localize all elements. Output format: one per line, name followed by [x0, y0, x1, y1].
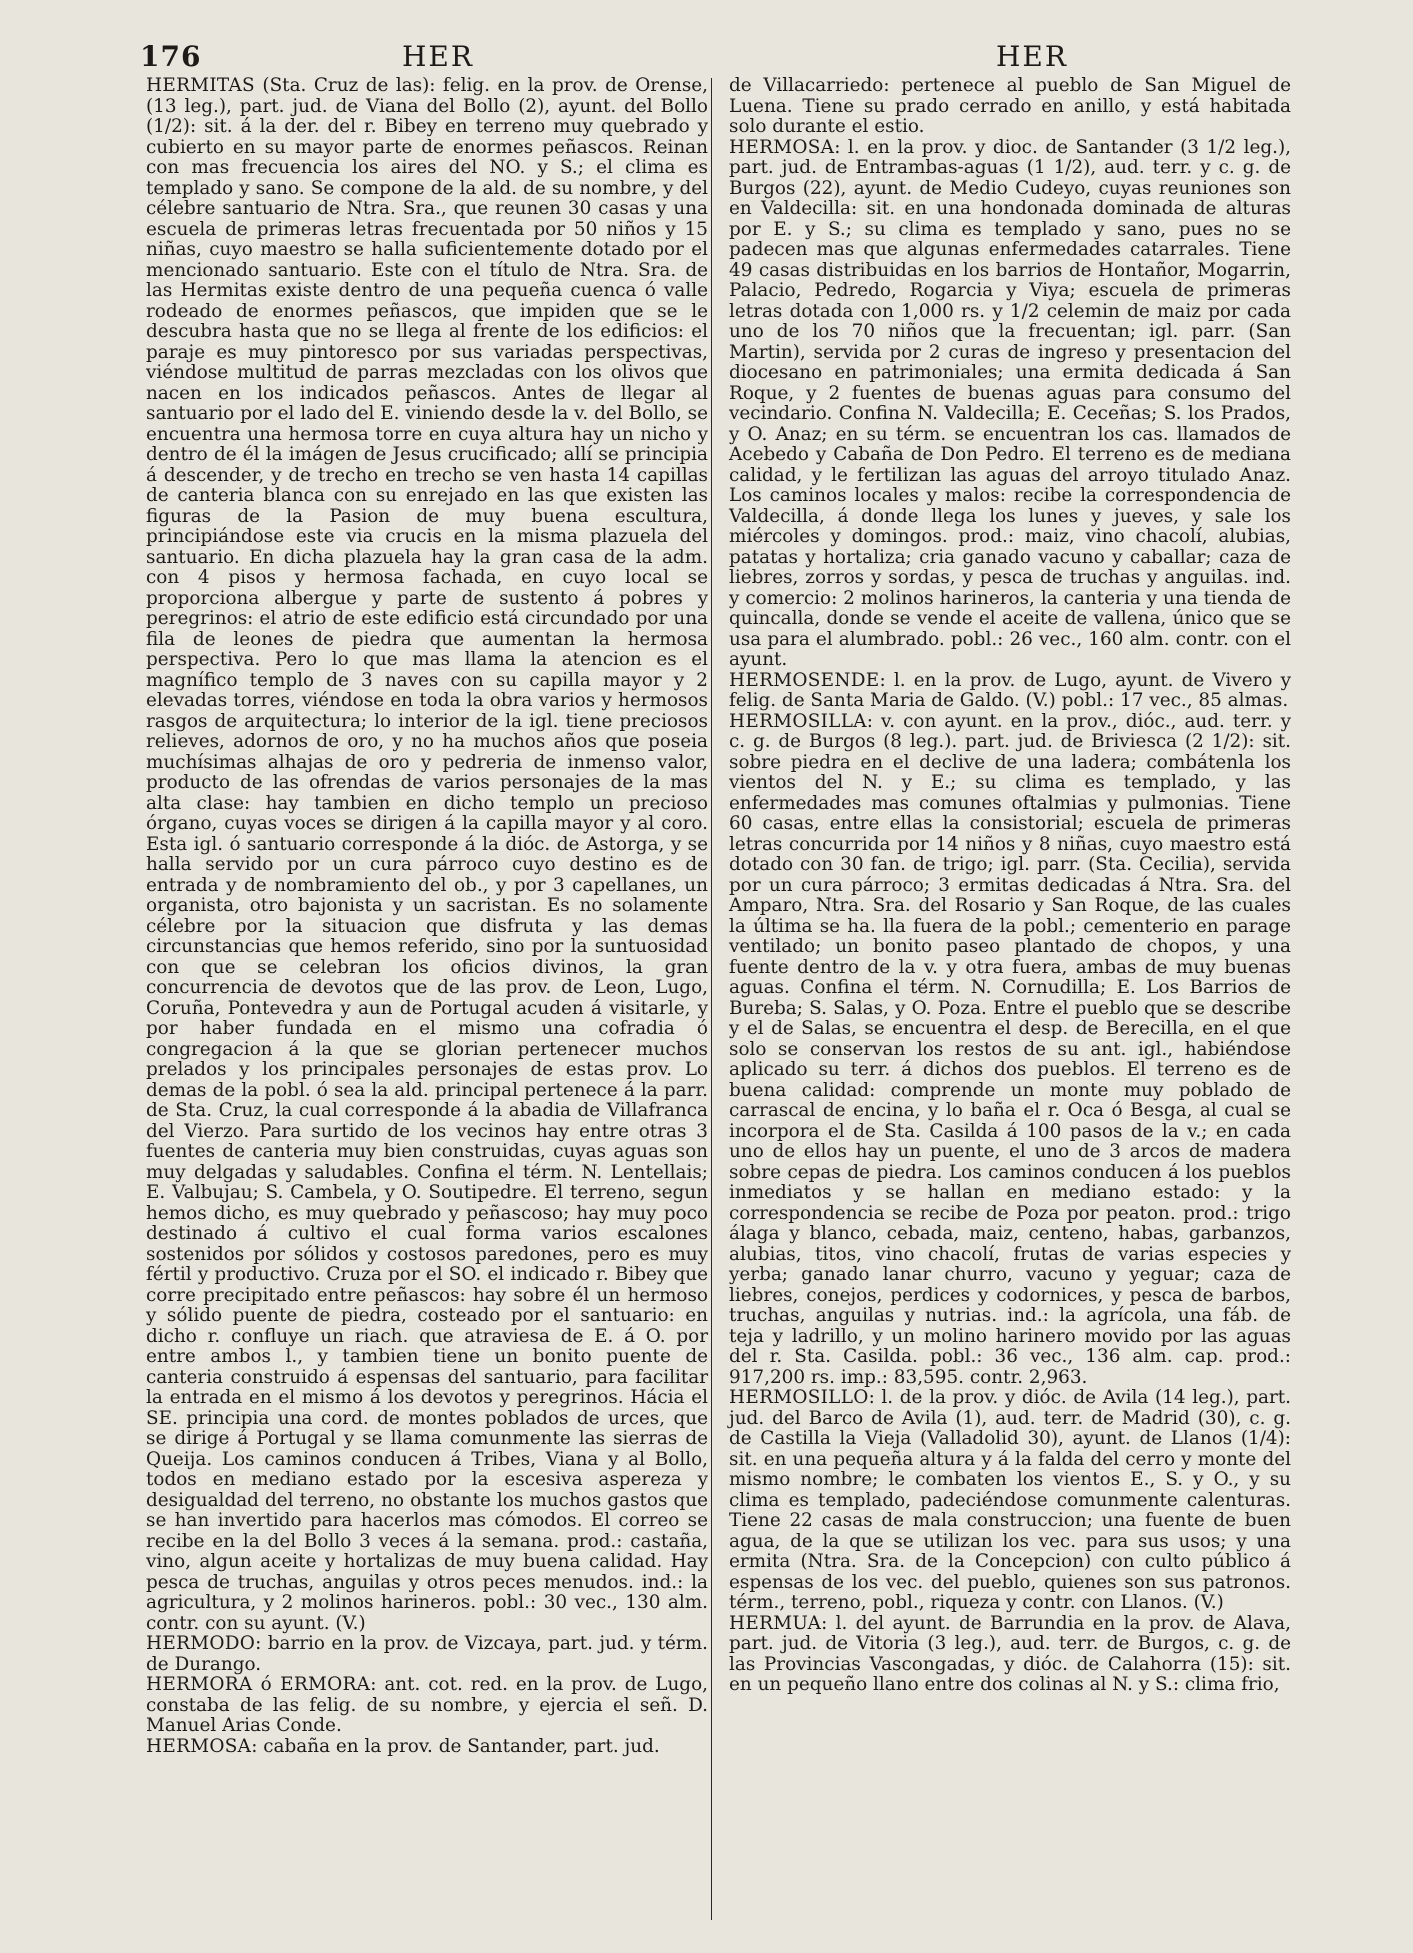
entry-body: : l. de la prov. y dióc. de Avila (14 leg.), part. jud. del Barco de Avila (1), aud. terr. de Madrid (30), c. g. de Castilla la Vieja (Valladolid 30), ayunt. de Llanos (1/4): sit. en una pequeña altura y á la falda del cerro y monte del mismo nombre; le combaten los vientos E., S. y O., y su clima es templado, padeciéndose comunmente calenturas. Tiene 22 casas de mala construccion; una fuente de buen agua, de la que se utilizan los vec. para sus usos; y una ermita (Ntra. Sra. de la Concepcion) con culto público á espensas de los vec. del pueblo, quienes son sus patronos. térm., terreno, pobl., riqueza y contr. con Llanos. (V.) — [729, 1387, 1291, 1613]
entry-body: : cabaña en la prov. de Santander, part. jud. — [251, 1735, 660, 1757]
entry-body: : l. en la prov. y dioc. de Santander (3 1/2 leg.), part. jud. de Entrambas-aguas (1 1/2), aud. terr. y c. g. de Burgos (22), ayunt. de Medio Cudeyo, cuyas reuniones son en Valdecilla: sit. en una hondonada dominada de alturas por E. y S.; su clima es templado y sano, pues no se padecen mas que algunas enfermedades catarrales. Tiene 49 casas distribuidas en los barrios de Hontañor, Mogarrin, Palacio, Pedredo, Rogarcia y Viya; escuela de primeras letras dotada con 1,000 rs. y 1/2 celemin de maiz por cada uno de los 70 niños que la frecuentan; igl. parr. (San Martin), servida por 2 curas de ingreso y presentacion del diocesano en patrimoniales; una ermita dedicada á San Roque, y 2 fuentes de buenas aguas para consumo del vecindario. Confina N. Valdecilla; E. Ceceñas; S. los Prados, y O. Anaz; en su térm. se encuentran los cas. llamados de Acebedo y Cabaña de Don Pedro. El terreno es de mediana calidad, y le fertilizan las aguas del arroyo titulado Anaz. Los caminos locales y malos: recibe la correspondencia de Valdecilla, á donde llega los lunes y jueves, y sale los miércoles y domingos. prod.: maiz, vino chacolí, alubias, patatas y hortaliza; cria ganado vacuno y caballar; caza de liebres, zorros y sordas, y pesca de truchas y anguilas. ind. y comercio: 2 molinos harineros, la canteria y una tienda de quincalla, donde se vende el aceite de vallena, único que se usa para el alumbrado. pobl.: 26 vec., 160 alm. contr. con el ayunt. — [729, 136, 1291, 670]
right-running-head: HER — [996, 40, 1068, 73]
left-running-head: HER — [402, 40, 474, 73]
entry-hermosillo — [729, 1388, 1291, 1614]
entry-headword: HERMOSENDE — [729, 669, 880, 691]
entry-body: : l. en la prov. de Lugo, ayunt. de Vivero y felig. de Santa Maria de Galdo. (V.) pobl.: 17 vec., 85 almas. — [729, 669, 1291, 711]
entry-headword: HERMOSA — [146, 1735, 252, 1757]
entry-continuation — [729, 76, 1291, 138]
entry-headword: HERMITAS — [146, 75, 255, 96]
entry-body: (Sta. Cruz de las): felig. en la prov. de Orense, (13 leg.), part. jud. de Viana del Bollo (2), ayunt. del Bollo (1/2): sit. á la der. del r. Bibey en terreno muy quebrado y cubierto en su mayor parte de enormes peñascos. Reinan con mas frecuencia los aires del NO. y S.; el clima es templado y sano. Se compone de la ald. de su nombre, y del célebre santuario de Ntra. Sra., que reunen 30 casas y una escuela de primeras letras frecuentada por 50 niños y 15 niñas, cuyo maestro se halla suficientemente dotado por el mencionado santuario. Este con el título de Ntra. Sra. de las Hermitas existe dentro de una pequeña cuenca ó valle rodeado de enormes peñascos, que impiden que se le descubra hasta que no se llega al frente de los edificios: el paraje es muy pintoresco por sus variadas perspectivas, viéndose multitud de parras mezcladas con los olivos que nacen en los indicados peñascos. Antes de llegar al santuario por el lado del E. viniendo desde la v. del Bollo, se encuentra una hermosa torre en cuya altura hay un nicho y dentro de él la imágen de Jesus crucificado; allí se principia á descender, y de trecho en trecho se ven hasta 14 capillas de canteria blanca con su enrejado en las que existen las figuras de la Pasion de muy buena escultura, principiándose este via crucis en la misma plazuela del santuario. En dicha plazuela hay la gran casa de la adm. con 4 pisos y hermosa fachada, en cuyo local se proporciona albergue y parte de sustento á pobres y peregrinos: el atrio de este edificio está circundado por una fila de leones de piedra que aumentan la hermosa perspectiva. Pero lo que mas llama la atencion es el magnífico templo de 3 naves con su capilla mayor y 2 elevadas torres, viéndose en toda la obra varios y hermosos rasgos de arquitectura; lo interior de la igl. tiene preciosos relieves, adornos de oro, y no ha muchos años que poseia muchísimas alhajas de oro y pedreria de inmenso valor, producto de las ofrendas de varios personajes de la mas alta clase: hay tambien en dicho templo un precioso órgano, cuyas voces se dirigen á la capilla mayor y al coro. Esta igl. ó santuario corresponde á la dióc. de Astorga, y se halla servido por un cura párroco cuyo destino es de entrada y de nombramiento del ob., y por 3 capellanes, un organista, otro bajonista y un sacristan. Es no solamente célebre por la situacion que disfruta y las demas circunstancias que hemos referido, sino por la suntuosidad con que se celebran los oficios divinos, la gran concurrencia de devotos que de las prov. de Leon, Lugo, Coruña, Pontevedra y aun de Portugal acuden á visitarle, y por haber fundada en el mismo una cofradia ó congregacion á la que se glorian pertenecer muchos prelados y los principales personajes de estas prov. Lo demas de la pobl. ó sea la ald. principal pertenece á la parr. de Sta. Cruz, la cual corresponde á la abadia de Villafranca del Vierzo. Para surtido de los vecinos hay entre otras 3 fuentes de canteria muy bien construidas, cuyas aguas son muy delgadas y saludables. Confina el térm. N. Lentellais; E. Valbujau; S. Cambela, y O. Soutipedre. El terreno, segun hemos dicho, es muy quebrado y peñascoso; hay muy poco destinado á cultivo el cual forma varios escalones sostenidos por sólidos y costosos paredones, pero es muy fértil y productivo. Cruza por el SO. el indicado r. Bibey que corre precipitado entre peñascos: hay sobre él un hermoso y sólido puente de piedra, costeado por el santuario: en dicho r. confluye un riach. que atraviesa de E. á O. por entre ambos l., y tambien tiene un bonito puente de canteria construido á espensas del santuario, para facilitar la entrada en el mismo á los devotos y peregrinos. Hácia el SE. principia una cord. de montes poblados de urces, que se dirige á Portugal y se llama comunmente las sierras de Queija. Los caminos conducen á Tribes, Viana y al Bollo, todos en mediano estado por la escesiva aspereza y desigualdad del terreno, no obstante los muchos gastos que se han invertido para hacerlos mas cómodos. El correo se recibe en la del Bollo 3 veces á la semana. prod.: castaña, vino, algun aceite y hortalizas de muy buena calidad. Hay pesca de truchas, anguilas y otros peces menudos. ind.: la agricultura, y 2 molinos harineros. pobl.: 30 vec., 130 alm. contr. con su ayunt. (V.) — [146, 75, 708, 1634]
page-number: 176 — [140, 40, 202, 73]
entry-hermosilla — [729, 712, 1291, 1389]
entry-headword: HERMOSA — [729, 136, 835, 158]
entry-headword: HERMODO — [146, 1633, 256, 1654]
entry-body: : l. del ayunt. de Barrundia en la prov. de Alava, part. jud. de Vitoria (3 leg.), aud. terr. de Burgos, c. g. de las Provincias Vascongadas, y dióc. de Calahorra (15): sit. en un pequeño llano entre dos colinas al N. y S.: clima frio, — [729, 1612, 1291, 1695]
left-column — [146, 76, 708, 1757]
entry-hermosende — [729, 671, 1291, 712]
entry-hermosa — [729, 138, 1291, 671]
entry-hermodo — [146, 1634, 708, 1675]
entry-headword: HERMORA ó ERMORA — [146, 1674, 371, 1695]
entry-hermitas — [146, 76, 708, 1634]
entry-body: de Villacarriedo: pertenece al pueblo de San Miguel de Luena. Tiene su prado cerrado en anillo, y está habitada solo durante el estio. — [729, 75, 1291, 137]
entry-headword: HERMOSILLA — [729, 710, 867, 732]
entry-body: : barrio en la prov. de Vizcaya, part. jud. y térm. de Durango. — [146, 1633, 708, 1675]
page-header — [0, 40, 1413, 76]
right-column — [729, 76, 1291, 1696]
entry-body: : ant. cot. red. en la prov. de Lugo, constaba de las felig. de su nombre, y ejercia el señ. D. Manuel Arias Conde. — [146, 1674, 709, 1736]
entry-body: : v. con ayunt. en la prov., dióc., aud. terr. y c. g. de Burgos (8 leg.). part. jud. de Briviesca (2 1/2): sit. sobre piedra en el declive de una ladera; combátenla los vientos del N. y E.; su clima es templado, y las enfermedades mas comunes oftalmias y pulmonias. Tiene 60 casas, entre ellas la consistorial; escuela de primeras letras concurrida por 14 niños y 8 niñas, cuyo maestro está dotado con 30 fan. de trigo; igl. parr. (Sta. Cecilia), servida por un cura párroco; 3 ermitas dedicadas á Ntra. Sra. del Amparo, Ntra. Sra. del Rosario y San Roque, de las cuales la última se ha. lla fuera de la pobl.; cementerio en parage ventilado; un bonito paseo plantado de chopos, y una fuente dentro de la v. y otra fuera, ambas de muy buenas aguas. Confina el térm. N. Cornudilla; E. Los Barrios de Bureba; S. Salas, y O. Poza. Entre el pueblo que se describe y el de Salas, se encuentra el desp. de Berecilla, en el que solo se conservan los restos de su ant. igl., habiéndose aplicado su terr. á dichos dos pueblos. El terreno es de buena calidad: comprende un monte muy poblado de carrascal de encina, y lo baña el r. Oca ó Besga, al cual se incorpora el de Sta. Casilda á 100 pasos de la v.; en cada uno de ellos hay un puente, el uno de 3 arcos de madera sobre cepas de piedra. Los caminos conducen á los pueblos inmediatos y se hallan en mediano estado: y la correspondencia se recibe de Poza por peaton. prod.: trigo álaga y blanco, cebada, maiz, centeno, habas, garbanzos, alubias, titos, vino chacolí, frutas de varias especies y yerba; ganado lanar churro, vacuno y yeguar; caza de liebres, conejos, perdices y codornices, y pesca de barbos, truchas, anguilas y nutrias. ind.: la agrícola, una fáb. de teja y ladrillo, y un molino harinero movido por las aguas del r. Sta. Casilda. pobl.: 36 vec., 136 alm. cap. prod.: 917,200 rs. imp.: 83,595. contr. 2,963. — [729, 710, 1291, 1388]
entry-headword: HERMOSILLO — [729, 1387, 869, 1408]
column-divider — [711, 78, 712, 1920]
entry-hermora — [146, 1675, 708, 1737]
entry-hermua — [729, 1614, 1291, 1696]
entry-headword: HERMUA — [729, 1612, 822, 1634]
entry-hermosa-cabana — [146, 1737, 708, 1758]
